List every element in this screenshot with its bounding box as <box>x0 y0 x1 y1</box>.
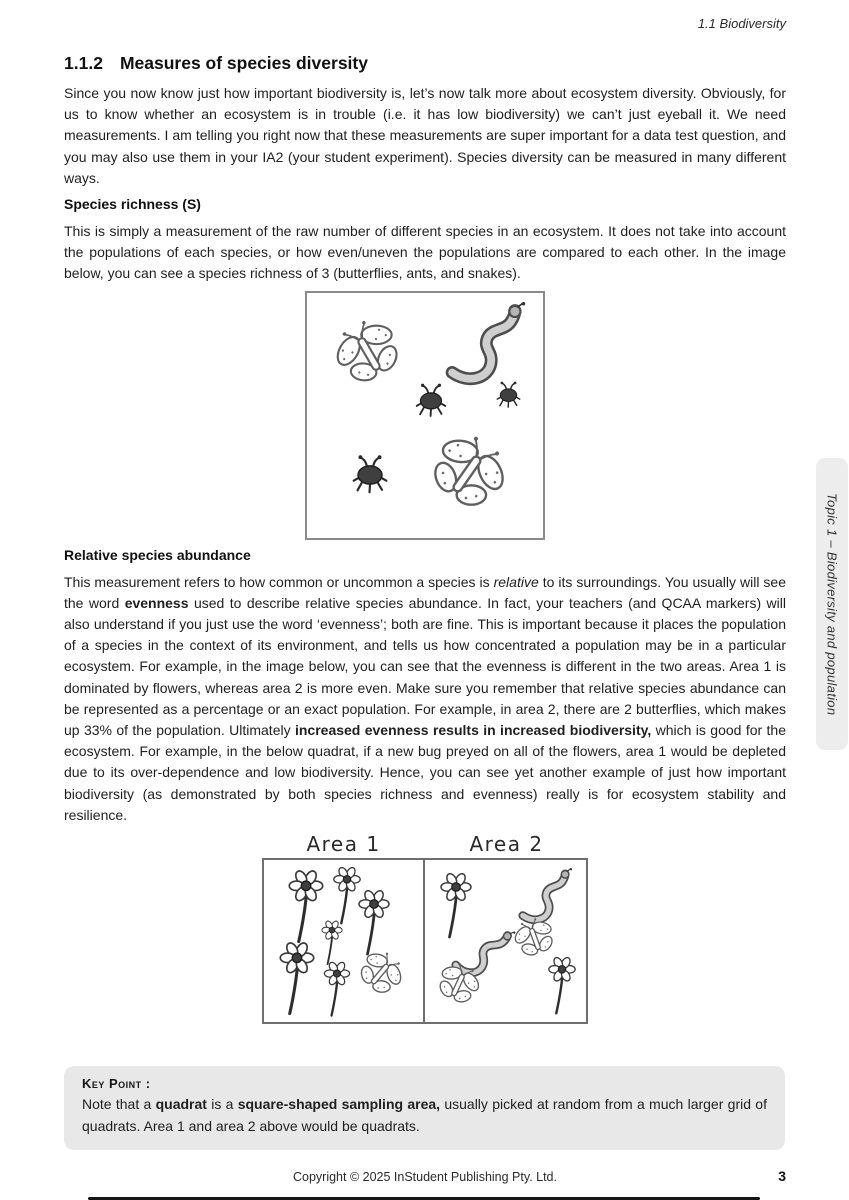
ant-icon <box>417 383 446 415</box>
topic-side-tab: Topic 1 – Biodiversity and population <box>816 458 848 750</box>
species-richness-illustration <box>307 293 543 538</box>
butterfly-icon <box>508 913 560 962</box>
key-point-label: Key Point : <box>82 1076 151 1091</box>
text-run: to its surroundings. You usually will see the word <box>64 573 786 611</box>
intro-paragraph: Since you now know just how important biodiversity is, let’s now talk more about ecosystem diversity. Obviously, for us to know whether an ecosystem is in trouble (i.e. it has low biodiversity) we can’t just eyeball it. We need measurements. I am telling you right now that these measurements are super important for a data test question, and you may also use them in your IA2 (your student experiment). Species diversity can be measured in many different ways. <box>64 85 786 186</box>
flower-icon <box>441 872 471 937</box>
flower-icon <box>280 941 313 1013</box>
section-number: 1.1.2 <box>64 53 103 73</box>
relative-abundance-heading: Relative species abundance <box>64 546 251 563</box>
text-run: which is good for the ecosystem. For example, in the below quadrat, if a new bug preyed on all of the flowers, area 1 would be depleted due to its over-dependence and low biodiversity. Hence, you can see yet another example of just how important biodiversity (as demonstrated by both species richness and evenness) really is for ecosystem stability and resilience. <box>64 722 787 823</box>
butterfly-icon <box>351 943 411 1002</box>
area2-illustration <box>425 860 586 1022</box>
snake-icon <box>452 302 525 379</box>
page-number: 3 <box>778 1168 786 1184</box>
flower-icon <box>334 866 360 923</box>
butterfly-icon <box>324 310 412 394</box>
page-footer <box>64 1168 786 1190</box>
text-run: usually picked at random from a much larger grid of quadrats. Area 1 and area 2 above would be quadrats. <box>82 1096 767 1134</box>
area1-quadrat <box>262 858 425 1024</box>
area2-quadrat <box>425 858 588 1024</box>
text-run: square-shaped sampling area, <box>237 1096 441 1112</box>
section-title: Measures of species diversity <box>119 53 368 73</box>
flower-icon <box>549 956 575 1013</box>
flower-icon <box>359 889 389 954</box>
ant-icon <box>354 455 387 492</box>
text-run: is a <box>206 1096 238 1112</box>
ant-icon <box>497 381 519 406</box>
running-header: 1.1 Biodiversity <box>697 16 786 31</box>
key-point-box <box>64 1066 785 1150</box>
flower-icon <box>324 961 349 1016</box>
species-richness-figure <box>305 291 545 540</box>
snake-icon <box>523 868 572 920</box>
species-richness-paragraph: This is simply a measurement of the raw number of different species in an ecosystem. It does not take into account the populations of each species, or how even/uneven the populations are compared to each other. In the image below, you can see a species richness of 3 (butterflies, ants, and snakes). <box>64 223 786 282</box>
butterfly-icon <box>417 422 519 522</box>
text-run: evenness <box>124 594 189 611</box>
section-heading <box>64 53 786 74</box>
flower-icon <box>322 920 342 964</box>
species-richness-heading: Species richness (S) <box>64 196 201 213</box>
text-run: quadrat <box>155 1096 207 1112</box>
text-run: increased evenness results in increased biodiversity, <box>294 722 652 739</box>
text-run: This measurement refers to how common or uncommon a species is <box>64 573 494 590</box>
area2-label: Area 2 <box>469 832 544 857</box>
area1-label: Area 1 <box>306 832 381 857</box>
relative-abundance-paragraph <box>64 572 786 826</box>
area1-illustration <box>264 860 423 1022</box>
key-point-body <box>82 1094 767 1137</box>
text-run: used to describe relative species abundance. In fact, your teachers (and QCAA markers) will also understand if you just use the word ‘evenness’; both are fine. This is important because it places the population of a species in the context of its environment, and tells us how concentrated a population may be in a particular ecosystem. For example, in the image below, you can see that the evenness is different in the two areas. Area 1 is dominated by flowers, whereas area 2 is more even. Make sure you remember that relative species abundance can be represented as a percentage or an exact population. For example, in area 2, there are 2 butterflies, which makes up 33% of the population. Ultimately <box>64 594 786 739</box>
snake-icon <box>455 919 516 982</box>
copyright-text: Copyright © 2025 InStudent Publishing Pty. Ltd. <box>292 1170 557 1184</box>
abundance-figure <box>262 832 588 1024</box>
text-run: relative <box>493 573 539 590</box>
flower-icon <box>289 869 322 941</box>
text-run: Note that a <box>82 1096 156 1112</box>
